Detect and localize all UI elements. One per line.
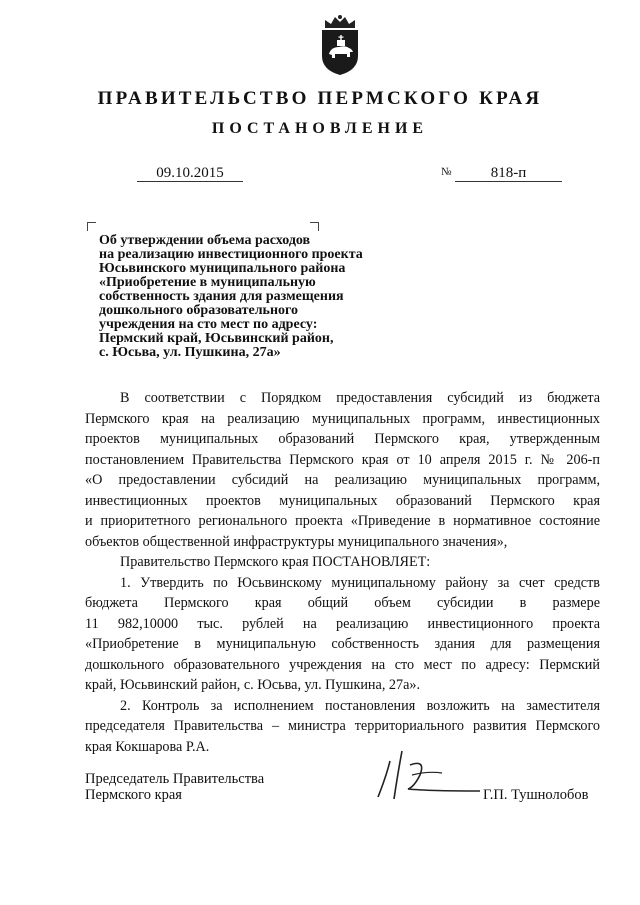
signatory-title-line: Пермского края bbox=[85, 787, 182, 803]
body-line: дошкольного образовательного учреждения на сто мест по адресу: Пермский bbox=[85, 656, 600, 673]
body-line: «О предоставлении субсидий на реализацию муниципальных программ, bbox=[85, 472, 600, 488]
body-line: проектов муниципальных образований Пермского края, утвержденным bbox=[85, 431, 600, 447]
subject-line: дошкольного образовательного bbox=[99, 303, 299, 318]
decree-subject bbox=[99, 234, 389, 360]
decree-body bbox=[85, 388, 600, 757]
subject-line: Юсьвинского муниципального района bbox=[99, 261, 346, 276]
signatory-title bbox=[85, 771, 264, 803]
coat-of-arms-icon bbox=[317, 14, 363, 76]
body-line: 11 982,10000 тыс. рублей на реализацию инвестиционного проекта bbox=[85, 615, 600, 632]
paragraph-item-1 bbox=[85, 573, 600, 696]
subject-line: Об утверждении объема расходов bbox=[99, 233, 311, 248]
body-line: бюджета Пермского края общий объем субсидии в размере bbox=[85, 595, 600, 611]
signatory-name: Г.П. Тушнолобов bbox=[483, 787, 589, 803]
body-line: постановлением Правительства Пермского края от 10 апреля 2015 г. № 206-п bbox=[85, 451, 600, 468]
decree-date: 09.10.2015 bbox=[137, 165, 243, 182]
decree-number: 818-п bbox=[455, 165, 562, 182]
body-line: край, Юсьвинский район, с. Юсьва, ул. Пушкина, 27а». bbox=[85, 677, 421, 693]
document-type-title: ПОСТАНОВЛЕНИЕ bbox=[211, 120, 429, 137]
body-line: «Приобретение в муниципальную собственность здания для размещения bbox=[85, 636, 600, 652]
subject-bracket-right bbox=[310, 222, 319, 231]
body-line: Правительство Пермского края ПОСТАНОВЛЯЕТ: bbox=[120, 554, 431, 570]
paragraph-item-2 bbox=[85, 696, 600, 758]
body-line: 1. Утвердить по Юсьвинскому муниципальному району за счет средств bbox=[120, 574, 600, 591]
body-line: края Кокшарова Р.А. bbox=[85, 738, 210, 755]
body-line: В соответствии с Порядком предоставления субсидий из бюджета bbox=[120, 390, 600, 406]
signatory-title-line: Председатель Правительства bbox=[85, 771, 265, 787]
body-line: председателя Правительства – министра территориального развития Пермского bbox=[85, 718, 600, 734]
subject-line: с. Юсьва, ул. Пушкина, 27а» bbox=[99, 345, 281, 360]
subject-line: учреждения на сто мест по адресу: bbox=[99, 317, 318, 332]
body-line: и приоритетного регионального проекта «Приведение в нормативное состояние bbox=[85, 513, 600, 529]
number-sign: № bbox=[441, 166, 452, 178]
handwritten-signature bbox=[368, 747, 488, 807]
body-line: 2. Контроль за исполнением постановления возложить на заместителя bbox=[120, 697, 600, 714]
body-line: инвестиционных проектов муниципальных образований Пермского края bbox=[85, 492, 600, 509]
body-line: Пермского края на реализацию муниципальных программ, инвестиционных bbox=[85, 410, 600, 427]
body-line: объектов общественной инфраструктуры муниципального значения», bbox=[85, 533, 508, 550]
subject-bracket-left bbox=[87, 222, 96, 231]
paragraph-resolves bbox=[85, 552, 600, 573]
subject-line: «Приобретение в муниципальную bbox=[99, 275, 316, 290]
paragraph-preamble bbox=[85, 388, 600, 552]
subject-line: на реализацию инвестиционного проекта bbox=[99, 247, 363, 262]
government-title: ПРАВИТЕЛЬСТВО ПЕРМСКОГО КРАЯ bbox=[97, 88, 543, 109]
subject-line: собственность здания для размещения bbox=[99, 289, 344, 304]
subject-line: Пермский край, Юсьвинский район, bbox=[99, 331, 334, 346]
